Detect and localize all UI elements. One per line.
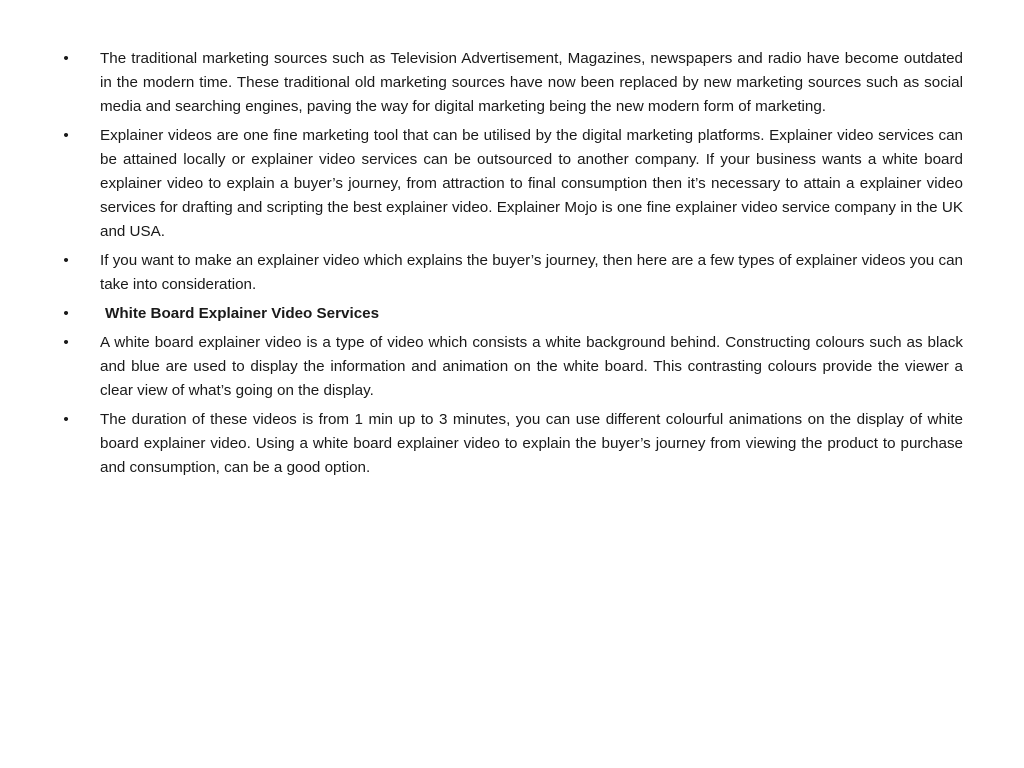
bullet-text: The duration of these videos is from 1 min up to 3 minutes, you can use different colourful animations on the display of white board explainer video. Using a white board explainer video to explain the buyer’s journey from viewing the product to purchase and consumption, can be a good option. bbox=[100, 411, 963, 476]
bullet-icon: • bbox=[63, 305, 69, 322]
bullet-item bbox=[60, 331, 963, 403]
bullet-item bbox=[60, 408, 963, 480]
bullet-text: A white board explainer video is a type of video which consists a white background behind. Constructing colours such as black and blue are used to display the information and animation on the white board. This contrasting colours provide the viewer a clear view of what’s going on the display. bbox=[100, 334, 963, 399]
bullet-text: The traditional marketing sources such as Television Advertisement, Magazines, newspapers and radio have become outdated in the modern time. These traditional old marketing sources have now been replaced by new marketing sources such as social media and searching engines, paving the way for digital marketing being the new modern form of marketing. bbox=[100, 50, 963, 115]
bullet-item bbox=[60, 47, 963, 119]
bullet-icon: • bbox=[63, 252, 69, 269]
bullet-icon: • bbox=[63, 127, 69, 144]
bullet-icon: • bbox=[63, 50, 69, 67]
bullet-icon: • bbox=[63, 334, 69, 351]
bullet-item-heading bbox=[60, 302, 963, 326]
bullet-list bbox=[60, 47, 963, 485]
bullet-icon: • bbox=[63, 411, 69, 428]
bullet-text: If you want to make an explainer video which explains the buyer’s journey, then here are a few types of explainer videos you can take into consideration. bbox=[100, 252, 963, 293]
bullet-text: Explainer videos are one fine marketing tool that can be utilised by the digital marketing platforms. Explainer video services can be attained locally or explainer video services can be outsourced to another company. If your business wants a white board explainer video to explain a buyer’s journey, from attraction to final consumption then it’s necessary to attain a explainer video services for drafting and scripting the best explainer video. Explainer Mojo is one fine explainer video service company in the UK and USA. bbox=[100, 127, 963, 240]
section-heading: White Board Explainer Video Services bbox=[105, 305, 380, 322]
bullet-item bbox=[60, 249, 963, 297]
bullet-item bbox=[60, 124, 963, 244]
